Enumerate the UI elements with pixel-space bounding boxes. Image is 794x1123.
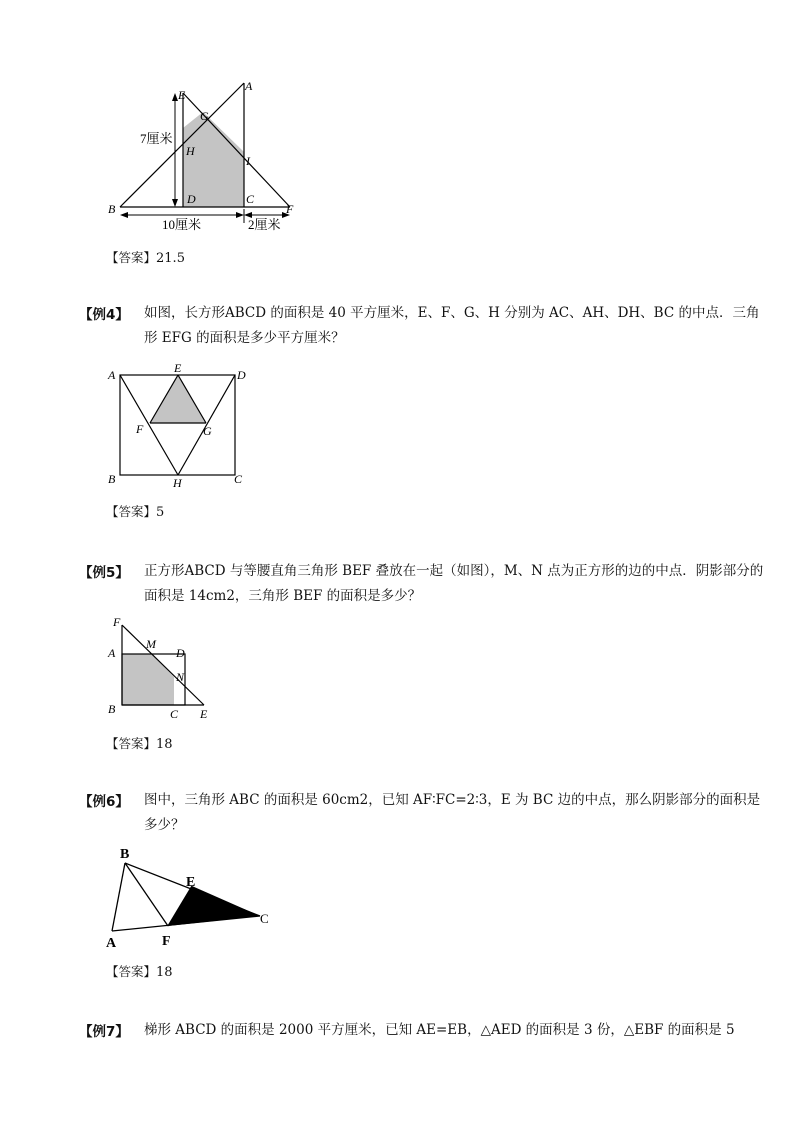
label-N: N [176, 670, 185, 684]
answer-4: 【答案】5 [106, 504, 165, 520]
label-G: G [200, 109, 209, 123]
label-H: H [173, 476, 182, 490]
answer-6: 【答案】18 [106, 964, 173, 980]
answer-5: 【答案】18 [106, 736, 173, 752]
label-C: C [260, 911, 269, 926]
figure-1 [100, 75, 310, 235]
label-E: E [178, 88, 186, 102]
label-C: C [170, 707, 179, 721]
example-7-text: 梯形 ABCD 的面积是 2000 平方厘米，已知 AE=EB，△AED 的面积是 3 份，△EBF 的面积是 5 [144, 1022, 735, 1038]
example-6-label: 【例6】 [79, 794, 129, 810]
shaded-triangle [168, 886, 260, 926]
dim-bottom-right: 2厘米 [248, 217, 281, 232]
label-F: F [162, 934, 171, 949]
example-4-text: 如图，长方形ABCD 的面积是 40 平方厘米，E、F、G、H 分别为 AC、AH、DH、BC 的中点．三角形 EFG 的面积是多少平方厘米？ [144, 305, 760, 346]
figure-ex6 [100, 843, 280, 953]
shaded-triangle [150, 375, 206, 423]
label-D: D [187, 192, 196, 206]
label-A: A [245, 79, 253, 93]
example-5-text: 正方形ABCD 与等腰直角三角形 BEF 叠放在一起（如图），M、N 点为正方形的边的中点．阴影部分的面积是 14cm2，三角形 BEF 的面积是多少？ [144, 563, 764, 604]
label-F: F [136, 422, 144, 436]
label-B: B [108, 702, 116, 716]
label-F: F [113, 615, 121, 629]
label-B: B [120, 847, 130, 862]
label-E: E [186, 875, 196, 890]
label-B: B [108, 202, 116, 216]
label-C: C [234, 472, 243, 486]
example-6-text: 图中，三角形 ABC 的面积是 60cm2，已知 AF∶FC=2∶3，E 为 BC 边的中点，那么阴影部分的面积是多少？ [144, 792, 761, 833]
dim-height: 7厘米 [140, 131, 173, 146]
label-E: E [200, 707, 208, 721]
label-E: E [174, 363, 182, 375]
label-D: D [237, 368, 246, 382]
shaded-region [122, 654, 174, 705]
label-D: D [176, 646, 185, 660]
example-5-label: 【例5】 [79, 565, 129, 581]
label-A: A [108, 646, 116, 660]
label-A: A [106, 936, 117, 951]
answer-1: 【答案】21.5 [106, 250, 185, 266]
figure-ex5 [100, 613, 220, 723]
label-M: M [146, 637, 156, 651]
example-4-label: 【例4】 [79, 307, 129, 323]
label-C: C [246, 192, 255, 206]
dim-bottom-left: 10厘米 [162, 217, 202, 232]
label-G: G [203, 424, 212, 438]
figure-ex4 [100, 363, 260, 493]
label-B: B [108, 472, 116, 486]
label-F: F [286, 202, 294, 216]
label-A: A [108, 368, 116, 382]
example-7-label: 【例7】 [79, 1024, 129, 1040]
label-H: H [186, 144, 195, 158]
label-I: I [246, 154, 250, 168]
